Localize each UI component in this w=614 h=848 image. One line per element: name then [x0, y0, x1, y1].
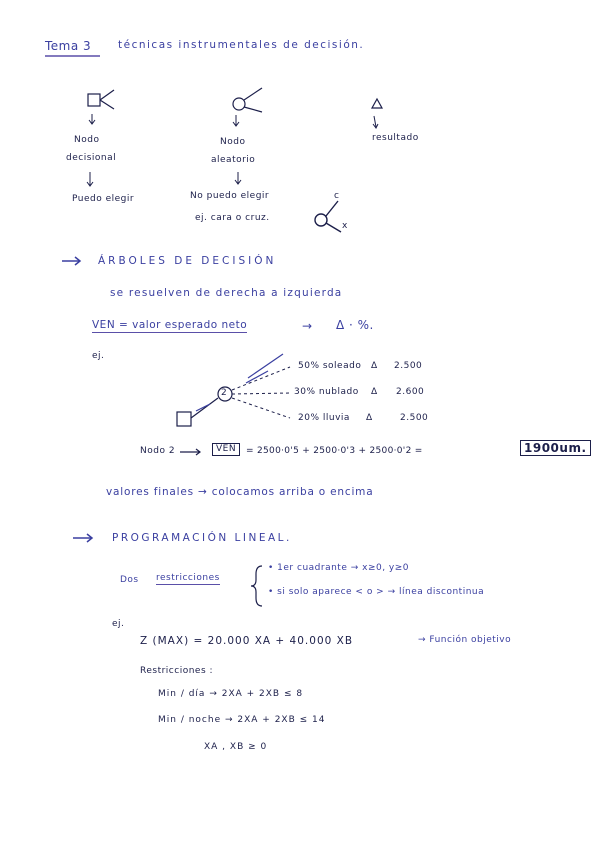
nodo2-ven: VEN: [212, 443, 240, 456]
chance-node-icon: [233, 88, 262, 112]
chance-label-4: ej. cara o cruz.: [195, 213, 270, 223]
c-label: c: [334, 191, 340, 201]
programacion-heading: PROGRAMACIÓN LINEAL.: [112, 532, 292, 544]
branch-1-value: 2.500: [394, 361, 423, 371]
tree-node-number: 2: [221, 388, 228, 398]
nodo2-result: 1900um.: [520, 440, 591, 456]
objective-function: Z (MAX) = 20.000 XA + 40.000 XB: [140, 635, 354, 647]
nodo2-prefix: Nodo 2: [140, 446, 176, 456]
x-label: x: [342, 221, 348, 231]
decision-label-2: decisional: [66, 153, 117, 163]
arboles-rule: se resuelven de derecha a izquierda: [110, 287, 343, 299]
restricciones-word: restricciones: [156, 573, 220, 583]
ej-label-1: ej.: [92, 351, 105, 361]
branch-2-value: 2.600: [396, 387, 425, 397]
branch-1-label: 50% soleado: [298, 361, 362, 371]
page-title: técnicas instrumentales de decisión.: [118, 39, 365, 51]
chance-label-1: Nodo: [220, 137, 246, 147]
branch-1-symbol: Δ: [371, 361, 378, 371]
branch-2-symbol: Δ: [371, 387, 378, 397]
arboles-heading: ÁRBOLES DE DECISIÓN: [98, 255, 277, 267]
result-triangle-icon: [372, 99, 382, 108]
ven-result: Δ · %.: [336, 318, 374, 332]
branch-3-label: 20% lluvia: [298, 413, 350, 423]
restricciones-label: Restricciones :: [140, 666, 214, 676]
constraint-2: Min / noche → 2XA + 2XB ≤ 14: [158, 715, 326, 725]
ej-label-2: ej.: [112, 619, 125, 629]
restriction-rule-1: • 1er cuadrante → x≥0, y≥0: [268, 563, 410, 573]
ven-definition: VEN = valor esperado neto: [92, 319, 248, 331]
constraint-1: Min / día → 2XA + 2XB ≤ 8: [158, 689, 304, 699]
decision-node-icon: [88, 90, 114, 109]
chance-label-2: aleatorio: [211, 155, 256, 165]
result-label: resultado: [372, 133, 419, 143]
final-values-note: valores finales → colocamos arriba o encima: [106, 486, 374, 498]
restriction-rule-2: • si solo aparece < o > → línea discontinua: [268, 587, 485, 597]
branch-3-symbol: Δ: [366, 413, 373, 423]
decision-tree-diagram: [177, 354, 290, 426]
branch-3-value: 2.500: [400, 413, 429, 423]
dos-label: Dos: [120, 575, 139, 585]
branch-2-label: 30% nublado: [294, 387, 359, 397]
objective-note: → Función objetivo: [418, 635, 512, 645]
ven-arrow: →: [302, 319, 313, 333]
nodo2-calculation: = 2500·0'5 + 2500·0'3 + 2500·0'2 =: [246, 446, 423, 456]
tema-label: Tema 3: [45, 39, 92, 53]
constraint-3: XA , XB ≥ 0: [204, 742, 268, 752]
chance-branch-sketch: [315, 201, 341, 232]
decision-label-1: Nodo: [74, 135, 100, 145]
chance-label-3: No puedo elegir: [190, 191, 270, 201]
decision-label-3: Puedo elegir: [72, 194, 135, 204]
